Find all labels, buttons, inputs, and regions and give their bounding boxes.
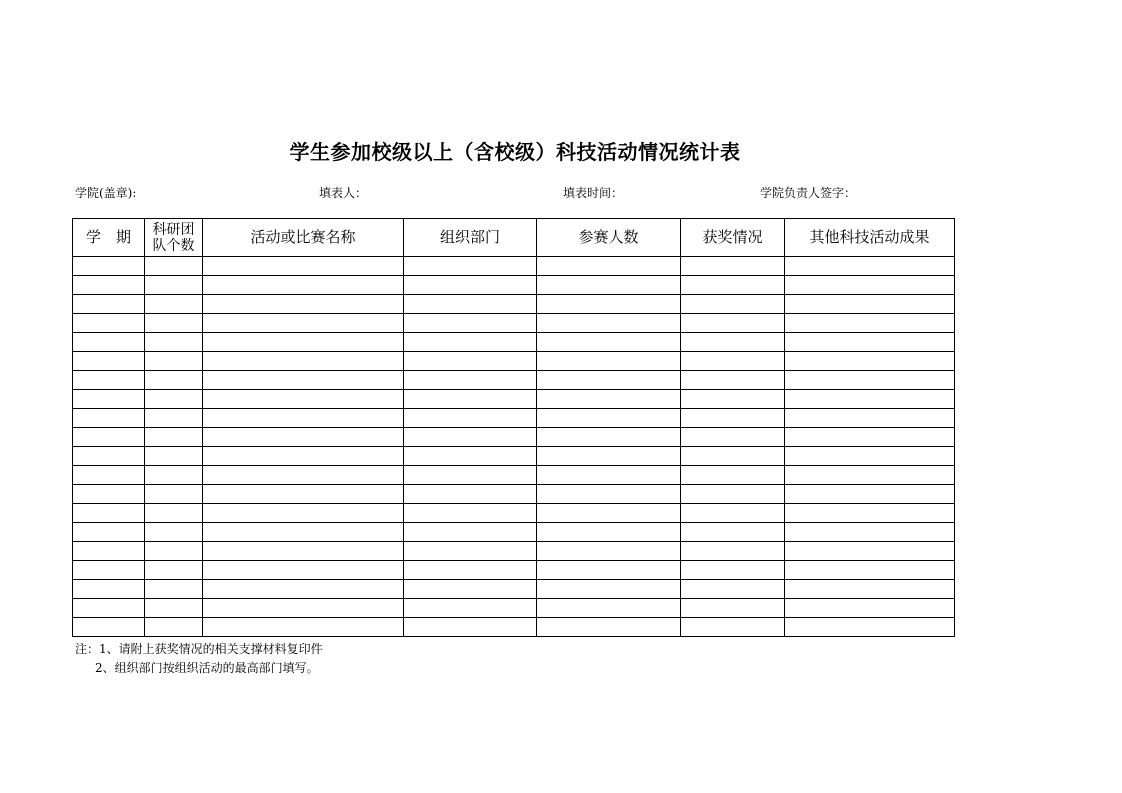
cell-organizer[interactable]: [404, 428, 537, 447]
cell-other-achievements[interactable]: [785, 561, 955, 580]
cell-awards[interactable]: [681, 466, 785, 485]
cell-semester[interactable]: [73, 333, 145, 352]
cell-research-team-count[interactable]: [145, 466, 203, 485]
notes: [75, 640, 323, 678]
cell-participant-count[interactable]: [537, 561, 681, 580]
cell-organizer[interactable]: [404, 447, 537, 466]
cell-participant-count[interactable]: [537, 333, 681, 352]
cell-awards[interactable]: [681, 352, 785, 371]
cell-participant-count[interactable]: [537, 523, 681, 542]
cell-other-achievements[interactable]: [785, 257, 955, 276]
header-other-achievements: 其他科技活动成果: [785, 219, 955, 257]
cell-research-team-count[interactable]: [145, 542, 203, 561]
cell-other-achievements[interactable]: [785, 485, 955, 504]
cell-activity-name[interactable]: [203, 276, 404, 295]
cell-other-achievements[interactable]: [785, 314, 955, 333]
cell-activity-name[interactable]: [203, 561, 404, 580]
cell-semester[interactable]: [73, 485, 145, 504]
cell-research-team-count[interactable]: [145, 485, 203, 504]
cell-activity-name[interactable]: [203, 618, 404, 637]
cell-organizer[interactable]: [404, 561, 537, 580]
table-row: [73, 333, 955, 352]
cell-semester[interactable]: [73, 371, 145, 390]
cell-organizer[interactable]: [404, 523, 537, 542]
table-row: [73, 580, 955, 599]
cell-activity-name[interactable]: [203, 542, 404, 561]
cell-participant-count[interactable]: [537, 466, 681, 485]
cell-organizer[interactable]: [404, 333, 537, 352]
cell-other-achievements[interactable]: [785, 352, 955, 371]
cell-research-team-count[interactable]: [145, 409, 203, 428]
cell-activity-name[interactable]: [203, 314, 404, 333]
cell-semester[interactable]: [73, 447, 145, 466]
cell-other-achievements[interactable]: [785, 333, 955, 352]
cell-semester[interactable]: [73, 295, 145, 314]
cell-organizer[interactable]: [404, 599, 537, 618]
cell-participant-count[interactable]: [537, 295, 681, 314]
header-activity-name: 活动或比赛名称: [203, 219, 404, 257]
cell-activity-name[interactable]: [203, 428, 404, 447]
table-row: [73, 352, 955, 371]
table-row: [73, 276, 955, 295]
table-row: [73, 618, 955, 637]
cell-other-achievements[interactable]: [785, 466, 955, 485]
cell-participant-count[interactable]: [537, 371, 681, 390]
cell-research-team-count[interactable]: [145, 295, 203, 314]
table-header-row: [73, 219, 955, 257]
cell-organizer[interactable]: [404, 314, 537, 333]
cell-other-achievements[interactable]: [785, 371, 955, 390]
cell-organizer[interactable]: [404, 485, 537, 504]
cell-awards[interactable]: [681, 485, 785, 504]
cell-activity-name[interactable]: [203, 466, 404, 485]
cell-awards[interactable]: [681, 276, 785, 295]
note-2: 2、组织部门按组织活动的最高部门填写。: [95, 661, 319, 675]
cell-research-team-count[interactable]: [145, 523, 203, 542]
table-row: [73, 257, 955, 276]
cell-semester[interactable]: [73, 561, 145, 580]
cell-activity-name[interactable]: [203, 447, 404, 466]
cell-awards[interactable]: [681, 314, 785, 333]
cell-research-team-count[interactable]: [145, 580, 203, 599]
cell-awards[interactable]: [681, 523, 785, 542]
cell-research-team-count[interactable]: [145, 257, 203, 276]
cell-semester[interactable]: [73, 580, 145, 599]
table-body: [73, 257, 955, 637]
cell-awards[interactable]: [681, 599, 785, 618]
cell-participant-count[interactable]: [537, 314, 681, 333]
cell-semester[interactable]: [73, 314, 145, 333]
cell-other-achievements[interactable]: [785, 390, 955, 409]
cell-research-team-count[interactable]: [145, 371, 203, 390]
header-research-team-count: [145, 219, 203, 257]
college-stamp-label: 学院(盖章):: [75, 186, 137, 200]
cell-activity-name[interactable]: [203, 371, 404, 390]
cell-other-achievements[interactable]: [785, 295, 955, 314]
cell-participant-count[interactable]: [537, 257, 681, 276]
table-row: [73, 504, 955, 523]
cell-awards[interactable]: [681, 257, 785, 276]
cell-participant-count[interactable]: [537, 485, 681, 504]
cell-semester[interactable]: [73, 618, 145, 637]
cell-organizer[interactable]: [404, 352, 537, 371]
cell-awards[interactable]: [681, 504, 785, 523]
cell-research-team-count[interactable]: [145, 314, 203, 333]
cell-participant-count[interactable]: [537, 599, 681, 618]
cell-participant-count[interactable]: [537, 542, 681, 561]
cell-activity-name[interactable]: [203, 504, 404, 523]
cell-participant-count[interactable]: [537, 276, 681, 295]
cell-awards[interactable]: [681, 580, 785, 599]
cell-other-achievements[interactable]: [785, 447, 955, 466]
leader-signature-label: 学院负责人签字：: [760, 186, 857, 200]
cell-activity-name[interactable]: [203, 523, 404, 542]
cell-organizer[interactable]: [404, 295, 537, 314]
cell-research-team-count[interactable]: [145, 352, 203, 371]
cell-organizer[interactable]: [404, 466, 537, 485]
statistics-table: [72, 218, 955, 637]
cell-awards[interactable]: [681, 561, 785, 580]
cell-semester[interactable]: [73, 352, 145, 371]
cell-research-team-count[interactable]: [145, 504, 203, 523]
cell-activity-name[interactable]: [203, 390, 404, 409]
cell-participant-count[interactable]: [537, 409, 681, 428]
cell-organizer[interactable]: [404, 580, 537, 599]
table-row: [73, 371, 955, 390]
table-row: [73, 295, 955, 314]
header-participant-count: 参赛人数: [537, 219, 681, 257]
cell-awards[interactable]: [681, 295, 785, 314]
cell-research-team-count[interactable]: [145, 561, 203, 580]
cell-participant-count[interactable]: [537, 447, 681, 466]
cell-awards[interactable]: [681, 333, 785, 352]
form-title: 学生参加校级以上（含校级）科技活动情况统计表: [289, 140, 741, 164]
cell-awards[interactable]: [681, 390, 785, 409]
cell-semester[interactable]: [73, 409, 145, 428]
cell-participant-count[interactable]: [537, 390, 681, 409]
fill-time-label: 填表时间：: [563, 186, 624, 200]
cell-activity-name[interactable]: [203, 295, 404, 314]
cell-research-team-count[interactable]: [145, 390, 203, 409]
cell-research-team-count[interactable]: [145, 333, 203, 352]
cell-semester[interactable]: [73, 276, 145, 295]
cell-semester[interactable]: [73, 523, 145, 542]
cell-semester[interactable]: [73, 257, 145, 276]
note-1: 注：1、请附上获奖情况的相关支撑材料复印件: [75, 642, 323, 656]
cell-other-achievements[interactable]: [785, 523, 955, 542]
cell-research-team-count[interactable]: [145, 599, 203, 618]
cell-semester[interactable]: [73, 390, 145, 409]
cell-semester[interactable]: [73, 428, 145, 447]
cell-organizer[interactable]: [404, 542, 537, 561]
cell-research-team-count[interactable]: [145, 618, 203, 637]
cell-awards[interactable]: [681, 542, 785, 561]
cell-semester[interactable]: [73, 542, 145, 561]
cell-other-achievements[interactable]: [785, 504, 955, 523]
table-row: [73, 447, 955, 466]
cell-participant-count[interactable]: [537, 618, 681, 637]
cell-other-achievements[interactable]: [785, 542, 955, 561]
table-row: [73, 390, 955, 409]
cell-awards[interactable]: [681, 447, 785, 466]
cell-research-team-count[interactable]: [145, 276, 203, 295]
cell-research-team-count[interactable]: [145, 428, 203, 447]
cell-other-achievements[interactable]: [785, 599, 955, 618]
table-row: [73, 485, 955, 504]
cell-organizer[interactable]: [404, 390, 537, 409]
table-row: [73, 599, 955, 618]
cell-other-achievements[interactable]: [785, 409, 955, 428]
table-row: [73, 542, 955, 561]
cell-participant-count[interactable]: [537, 428, 681, 447]
cell-organizer[interactable]: [404, 257, 537, 276]
cell-awards[interactable]: [681, 428, 785, 447]
cell-other-achievements[interactable]: [785, 618, 955, 637]
cell-awards[interactable]: [681, 409, 785, 428]
cell-organizer[interactable]: [404, 371, 537, 390]
header-organizer: 组织部门: [404, 219, 537, 257]
cell-organizer[interactable]: [404, 409, 537, 428]
cell-activity-name[interactable]: [203, 599, 404, 618]
cell-organizer[interactable]: [404, 504, 537, 523]
cell-awards[interactable]: [681, 371, 785, 390]
cell-participant-count[interactable]: [537, 352, 681, 371]
table-row: [73, 466, 955, 485]
cell-organizer[interactable]: [404, 276, 537, 295]
cell-semester[interactable]: [73, 599, 145, 618]
header-research-team-count-text: 科研团队个数: [152, 221, 195, 254]
cell-other-achievements[interactable]: [785, 580, 955, 599]
cell-semester[interactable]: [73, 504, 145, 523]
cell-activity-name[interactable]: [203, 485, 404, 504]
cell-awards[interactable]: [681, 618, 785, 637]
cell-other-achievements[interactable]: [785, 276, 955, 295]
cell-participant-count[interactable]: [537, 580, 681, 599]
cell-activity-name[interactable]: [203, 580, 404, 599]
table-row: [73, 314, 955, 333]
table-row: [73, 428, 955, 447]
table-row: [73, 561, 955, 580]
table-row: [73, 523, 955, 542]
cell-semester[interactable]: [73, 466, 145, 485]
cell-organizer[interactable]: [404, 618, 537, 637]
cell-activity-name[interactable]: [203, 257, 404, 276]
cell-activity-name[interactable]: [203, 409, 404, 428]
cell-activity-name[interactable]: [203, 352, 404, 371]
header-awards: 获奖情况: [681, 219, 785, 257]
cell-activity-name[interactable]: [203, 333, 404, 352]
table-row: [73, 409, 955, 428]
cell-participant-count[interactable]: [537, 504, 681, 523]
filler-label: 填表人：: [319, 186, 368, 200]
header-semester: 学 期: [73, 219, 145, 257]
cell-other-achievements[interactable]: [785, 428, 955, 447]
cell-research-team-count[interactable]: [145, 447, 203, 466]
